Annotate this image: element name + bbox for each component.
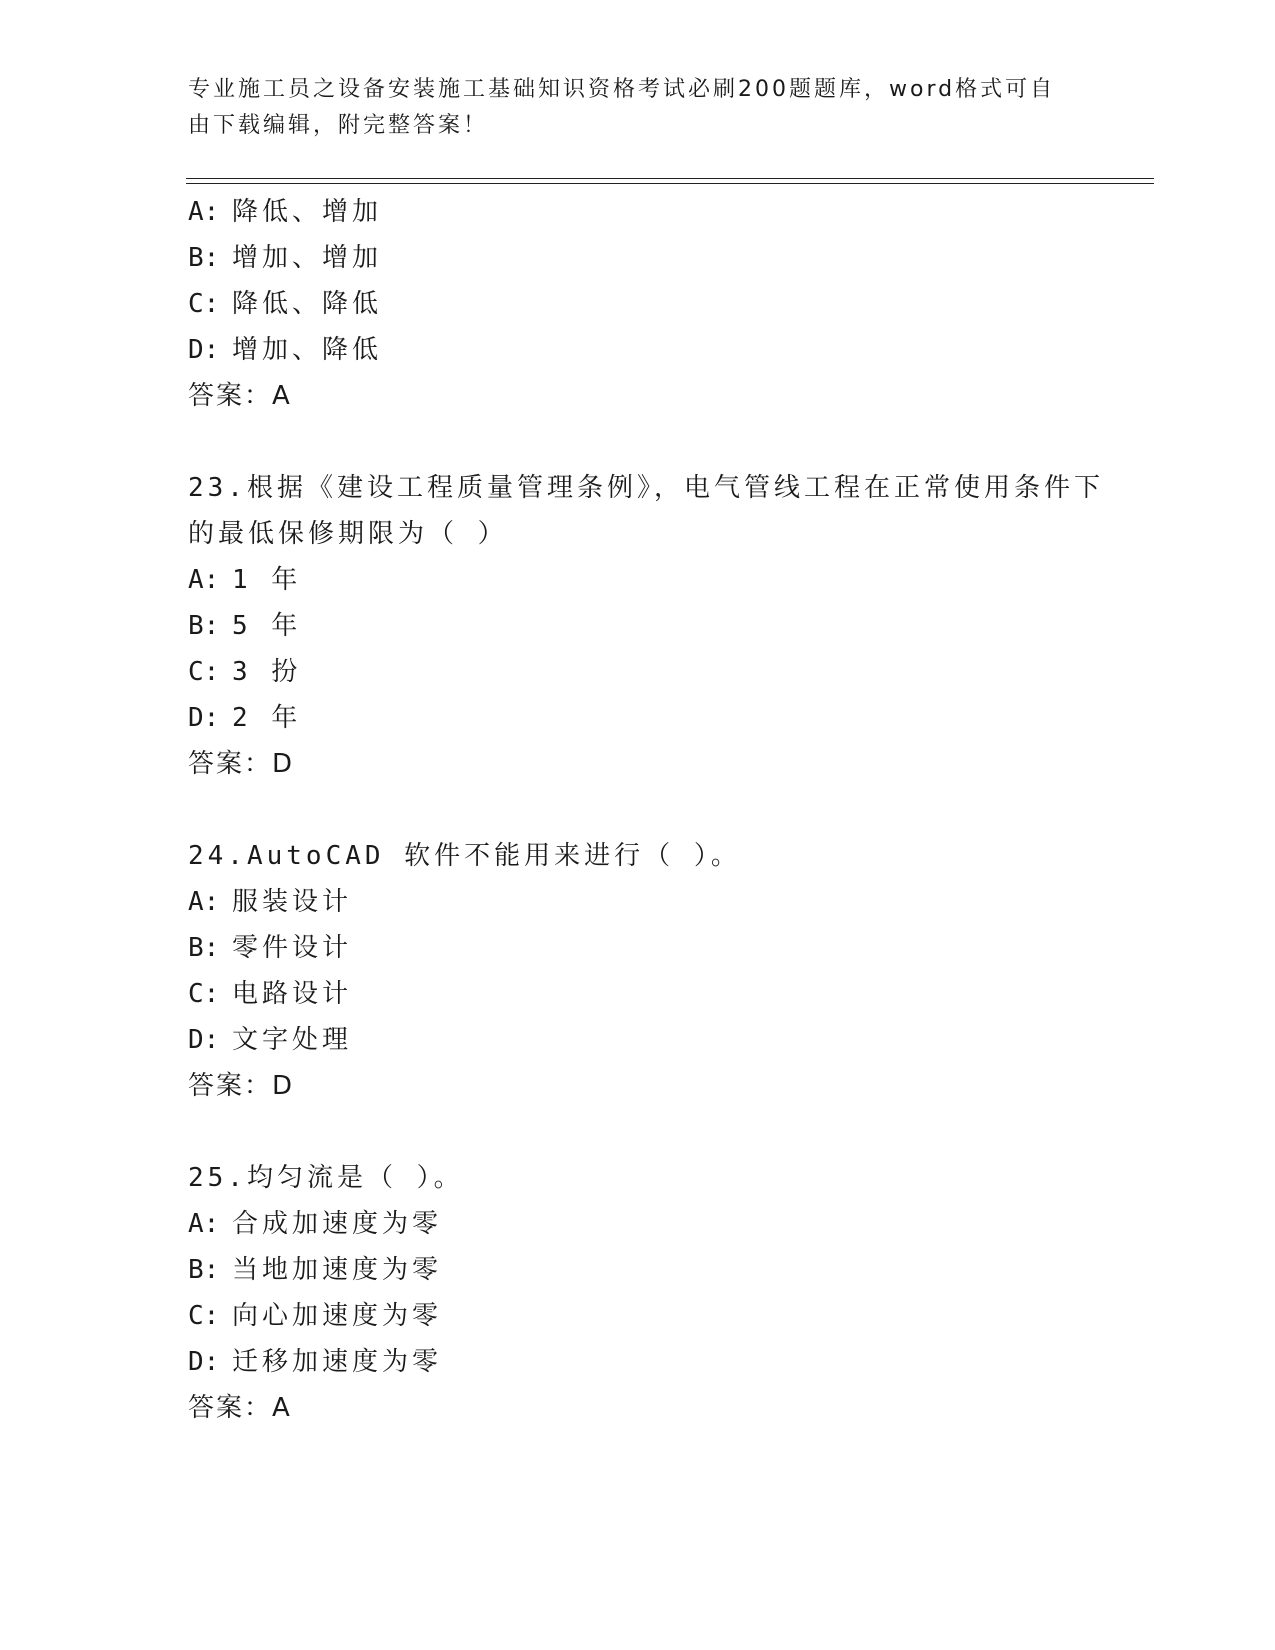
answer-line: 答案：D: [188, 749, 295, 779]
option-label: C:: [188, 979, 220, 1009]
option-label: A:: [188, 197, 220, 227]
option-label: A:: [188, 565, 220, 595]
option-b: [188, 1247, 1088, 1293]
option-a: [188, 189, 1088, 235]
question-stem-continued: 的最低保修期限为（ ）: [188, 519, 508, 549]
option-a: [188, 879, 1088, 925]
spacer: [188, 1109, 1088, 1155]
option-label: A:: [188, 887, 220, 917]
option-b: [188, 925, 1088, 971]
header-rule-bottom: [186, 183, 1154, 184]
option-c: [188, 649, 1088, 695]
option-a: [188, 557, 1088, 603]
option-a: [188, 1201, 1088, 1247]
option-b: [188, 235, 1088, 281]
option-text: 当地加速度为零: [232, 1255, 443, 1285]
option-label: B:: [188, 243, 220, 273]
option-text: 服装设计: [232, 887, 353, 917]
option-text: 增加、增加: [232, 243, 383, 273]
option-label: C:: [188, 657, 220, 687]
option-label: C:: [188, 1301, 220, 1331]
option-text: 向心加速度为零: [232, 1301, 443, 1331]
answer-line: 答案：D: [188, 1071, 295, 1101]
option-label: D:: [188, 1347, 220, 1377]
option-label: D:: [188, 335, 220, 365]
option-label: D:: [188, 703, 220, 733]
option-text: 5 年: [232, 611, 302, 641]
option-text: 1 年: [232, 565, 302, 595]
question-stem: 24.AutoCAD 软件不能用来进行（ ）。: [188, 841, 741, 871]
option-c: [188, 281, 1088, 327]
option-d: [188, 695, 1088, 741]
option-label: C:: [188, 289, 220, 319]
option-d: [188, 1017, 1088, 1063]
option-label: B:: [188, 611, 220, 641]
question-list: [188, 189, 1104, 1431]
spacer: [188, 419, 1088, 465]
question-stem: 25.均匀流是（ ）。: [188, 1163, 464, 1193]
question-24: [188, 833, 1088, 1109]
option-label: B:: [188, 1255, 220, 1285]
option-label: B:: [188, 933, 220, 963]
option-c: [188, 971, 1088, 1017]
option-text: 文字处理: [232, 1025, 353, 1055]
option-text: 迁移加速度为零: [232, 1347, 443, 1377]
document-title: 专业施工员之设备安装施工基础知识资格考试必刷200题题库，word格式可自由下载编辑，附完整答案！: [188, 77, 1056, 138]
option-text: 合成加速度为零: [232, 1209, 443, 1239]
answer-line: 答案：A: [188, 381, 292, 411]
option-label: D:: [188, 1025, 220, 1055]
option-text: 降低、降低: [232, 289, 383, 319]
option-d: [188, 327, 1088, 373]
option-text: 增加、降低: [232, 335, 383, 365]
option-text: 3 扮: [232, 657, 302, 687]
option-d: [188, 1339, 1088, 1385]
answer-line: 答案：A: [188, 1393, 292, 1423]
option-c: [188, 1293, 1088, 1339]
option-b: [188, 603, 1088, 649]
option-text: 2 年: [232, 703, 302, 733]
option-text: 电路设计: [232, 979, 353, 1009]
header-rule-top: [186, 178, 1154, 179]
option-label: A:: [188, 1209, 220, 1239]
question-stem: 23.根据《建设工程质量管理条例》，电气管线工程在正常使用条件下: [188, 473, 1104, 503]
option-text: 降低、增加: [232, 197, 383, 227]
question-25: [188, 1155, 1088, 1431]
option-text: 零件设计: [232, 933, 353, 963]
question-22-continued: [188, 189, 1088, 419]
spacer: [188, 787, 1088, 833]
question-23: [188, 465, 1104, 787]
